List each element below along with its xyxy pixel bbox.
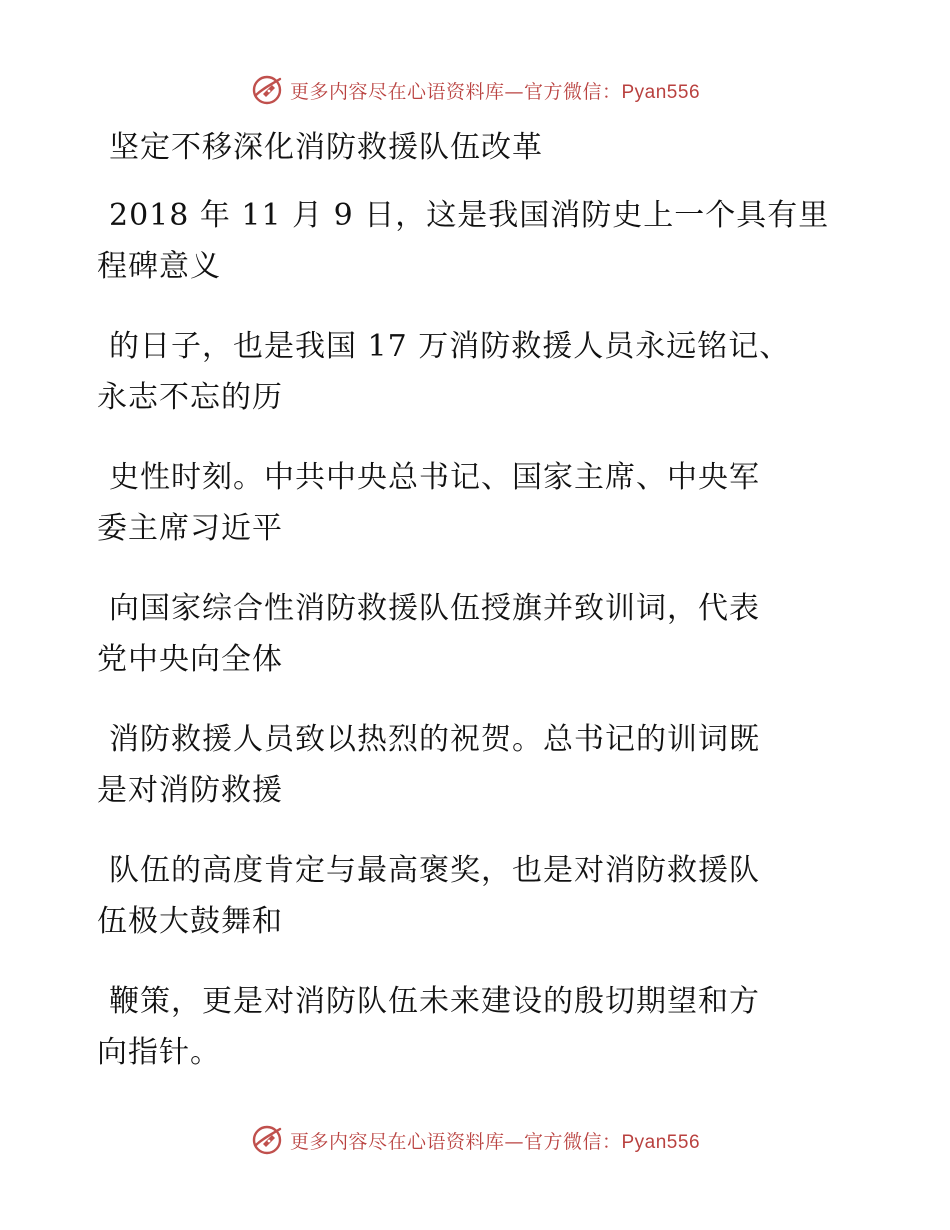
paragraph-line: 伍极大鼓舞和 [97, 904, 283, 939]
paragraph-line: 向指针。 [97, 1035, 221, 1070]
watermark-label: 更多内容尽在心语资料库—官方微信： [289, 1130, 622, 1153]
document-title: 坚定不移深化消防救援队伍改革 [109, 130, 543, 165]
paragraph [97, 321, 847, 423]
paragraph-line: 委主席习近平 [97, 511, 283, 546]
paragraph [97, 583, 847, 685]
wechat-id: Pyan556 [621, 1131, 701, 1153]
header-watermark-banner [0, 70, 950, 110]
pen-nib-logo-icon [250, 73, 284, 107]
footer-watermark-banner [0, 1120, 950, 1160]
watermark-text [290, 1127, 700, 1154]
paragraph [97, 845, 847, 947]
watermark-text [290, 77, 700, 104]
paragraph-line: 史性时刻。中共中央总书记、国家主席、中央军 [109, 460, 760, 495]
paragraph [97, 452, 847, 554]
paragraph [97, 976, 847, 1078]
paragraph-line: 鞭策，更是对消防队伍未来建设的殷切期望和方 [109, 984, 760, 1019]
paragraph-line: 的日子，也是我国 17 万消防救援人员永远铭记、 [109, 329, 791, 364]
paragraph-line: 2018 年 11 月 9 日，这是我国消防史上一个具有里 [109, 198, 830, 233]
wechat-id: Pyan556 [621, 81, 701, 103]
paragraph-line: 永志不忘的历 [97, 380, 283, 415]
watermark-label: 更多内容尽在心语资料库—官方微信： [289, 80, 622, 103]
paragraph-line: 队伍的高度肯定与最高褒奖，也是对消防救援队 [109, 853, 760, 888]
paragraph-line: 党中央向全体 [97, 642, 283, 677]
paragraph-line: 消防救援人员致以热烈的祝贺。总书记的训词既 [109, 722, 760, 757]
pen-nib-logo-icon [250, 1123, 284, 1157]
paragraph-line: 向国家综合性消防救援队伍授旗并致训词，代表 [109, 591, 760, 626]
document-body [97, 126, 847, 1107]
paragraph [97, 714, 847, 816]
paragraph-line: 是对消防救援 [97, 773, 283, 808]
paragraph [97, 190, 847, 292]
paragraph-line: 程碑意义 [97, 249, 221, 284]
